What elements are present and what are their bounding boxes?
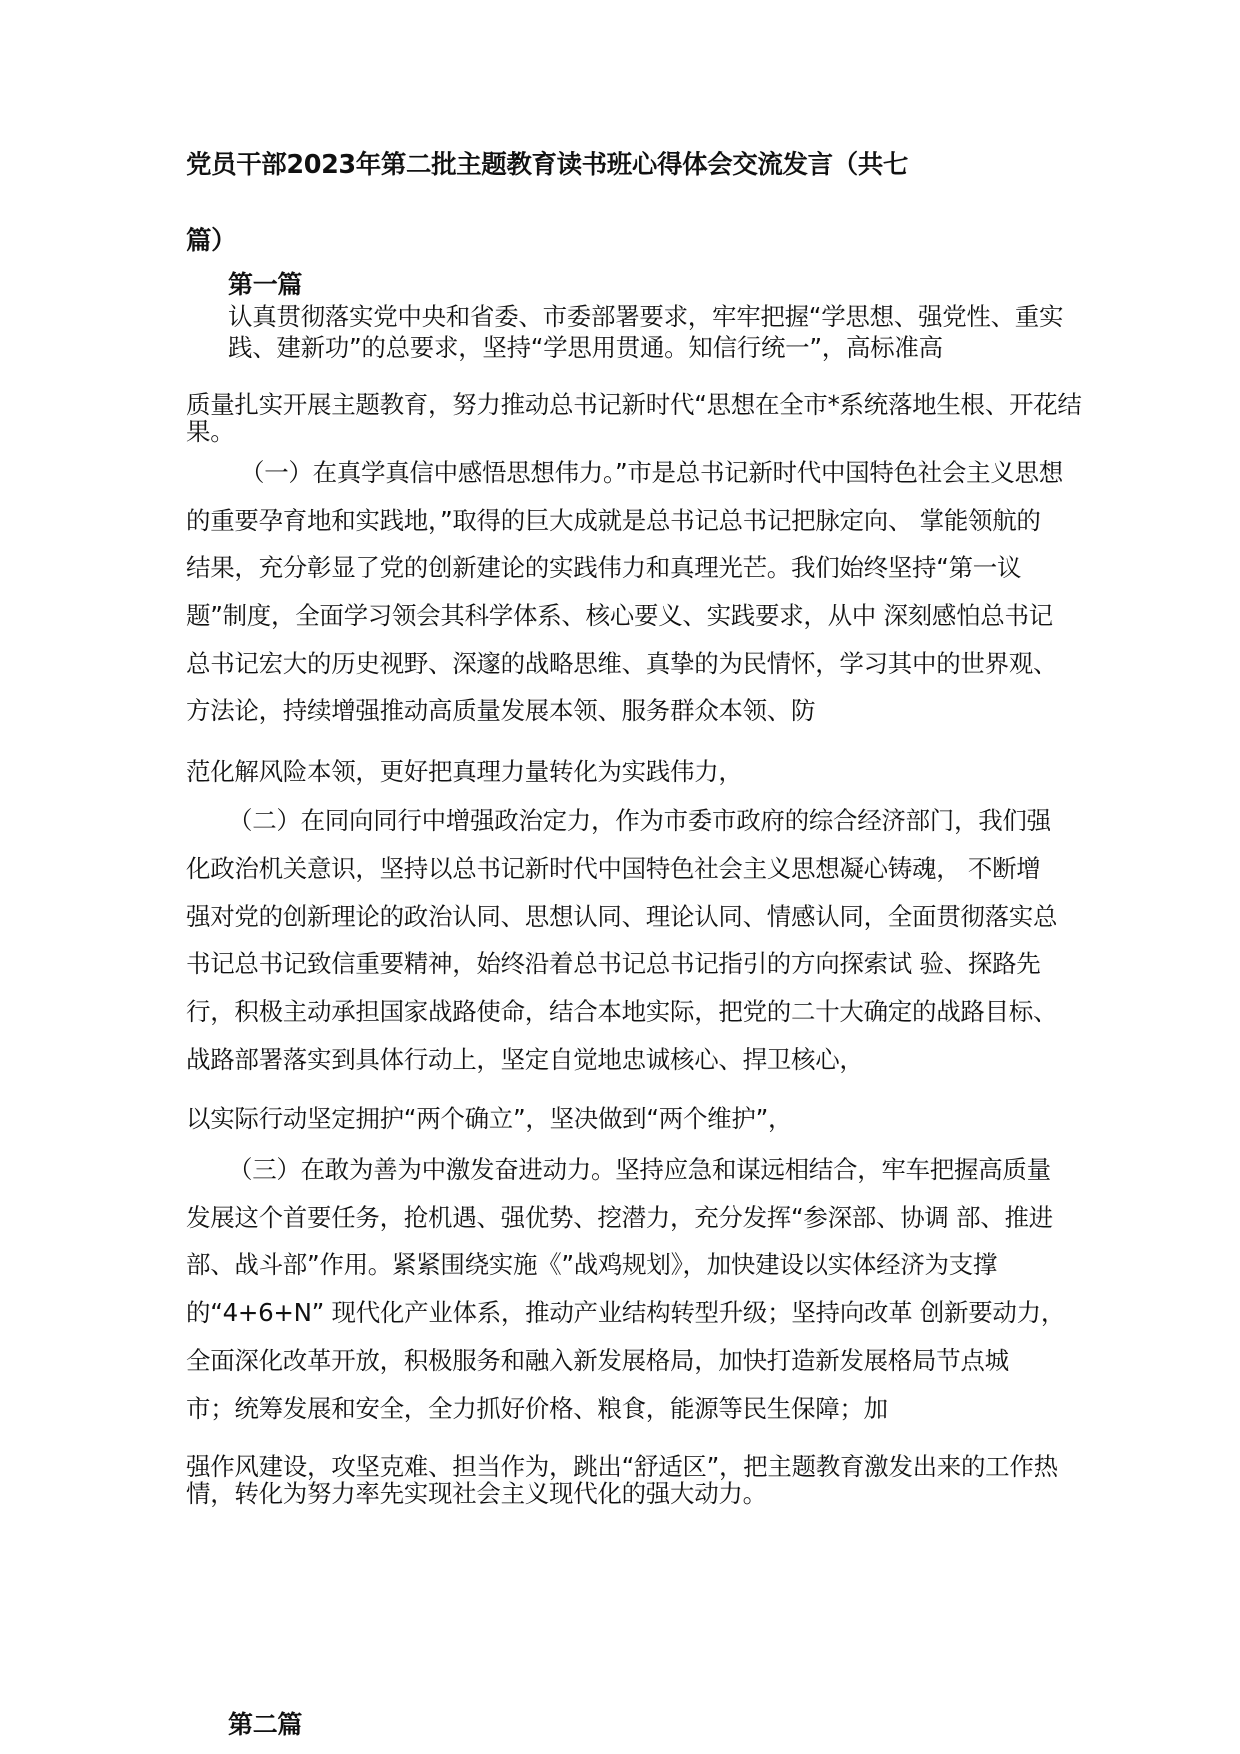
paragraph-2-line: 战路部署落实到具体行动上，坚定自觉地忠诚核心、捍卫核心， xyxy=(186,1045,864,1074)
paragraph-1-line: 总书记宏大的历史视野、深邃的战略思维、真挚的为民情怀，学习其中的世界观、 xyxy=(186,649,1058,678)
paragraph-1-line: 的重要孕育地和实践地，”取得的巨大成就是总书记总书记把脉定向、 掌能领航的 xyxy=(186,506,1041,535)
document-title: 党员干部2023年第二批主题教育读书班心得体会交流发言（共七 xyxy=(186,150,908,180)
paragraph-3-line: 部、战斗部”作用。紧紧围绕实施《”战鸡规划》，加快建设以实体经济为支撑 xyxy=(186,1250,998,1279)
intro-line: 质量扎实开展主题教育，努力推动总书记新时代“思想在全市*系统落地生根、开花结果。 xyxy=(186,390,1082,446)
paragraph-2-line: （二）在同向同行中增强政治定力，作为市委市政府的综合经济部门，我们强 xyxy=(228,806,1051,835)
paragraph-1-line: （一）在真学真信中感悟思想伟力。”市是总书记新时代中国特色社会主义思想 xyxy=(240,458,1063,487)
intro-line: 认真贯彻落实党中央和省委、市委部署要求，牢牢把握“学思想、强党性、重实 xyxy=(228,302,1064,331)
paragraph-1-line: 结果，充分彰显了党的创新建论的实践伟力和真理光芒。我们始终坚持“第一议 xyxy=(186,553,1022,582)
paragraph-2-line: 行，积极主动承担国家战路使命，结合本地实际，把党的二十大确定的战路目标、 xyxy=(186,997,1058,1026)
paragraph-3-line: 全面深化改革开放，积极服务和融入新发展格局，加快打造新发展格局节点城 xyxy=(186,1346,1009,1375)
section-heading-2: 第二篇 xyxy=(228,1710,303,1739)
paragraph-2-line: 强对党的创新理论的政治认同、思想认同、理论认同、情感认同，全面贯彻落实总 xyxy=(186,902,1058,931)
paragraph-3-line: 强作风建设，攻坚克难、担当作为，跳出“舒适区”，把主题教育激发出来的工作热情，转化为努力率先实现社会主义现代化的强大动力。 xyxy=(186,1452,1058,1508)
paragraph-3-line: 市；统筹发展和安全，全力抓好价格、粮食，能源等民生保障；加 xyxy=(186,1394,888,1423)
paragraph-3-line: 的“4+6+N” 现代化产业体系，推动产业结构转型升级；坚持向改革 创新要动力， xyxy=(186,1298,1066,1327)
paragraph-2-line: 书记总书记致信重要精神，始终沿着总书记总书记指引的方向探索试 验、探路先 xyxy=(186,949,1041,978)
paragraph-2-line: 以实际行动坚定拥护“两个确立”，坚决做到“两个维护”， xyxy=(186,1104,793,1133)
paragraph-1-line: 范化解风险本领，更好把真理力量转化为实践伟力， xyxy=(186,757,743,786)
intro-line: 践、建新功”的总要求，坚持“学思用贯通。知信行统一”，高标准高 xyxy=(228,333,943,362)
paragraph-1-line: 题”制度，全面学习领会其科学体系、核心要义、实践要求，从中 深刻感怕总书记 xyxy=(186,601,1053,630)
paragraph-3-line: （三）在敢为善为中激发奋进动力。坚持应急和谋远相结合，牢车把握高质量 xyxy=(228,1155,1051,1184)
paragraph-1-line: 方法论，持续增强推动高质量发展本领、服务群众本领、防 xyxy=(186,696,816,725)
section-heading-1: 第一篇 xyxy=(228,270,303,299)
paragraph-3-line: 发展这个首要任务，抢机遇、强优势、挖潜力，充分发挥“参深部、协调 部、推进 xyxy=(186,1203,1053,1232)
document-title-continued: 篇） xyxy=(186,226,237,256)
paragraph-2-line: 化政治机关意识，坚持以总书记新时代中国特色社会主义思想凝心铸魂， 不断增 xyxy=(186,854,1041,883)
